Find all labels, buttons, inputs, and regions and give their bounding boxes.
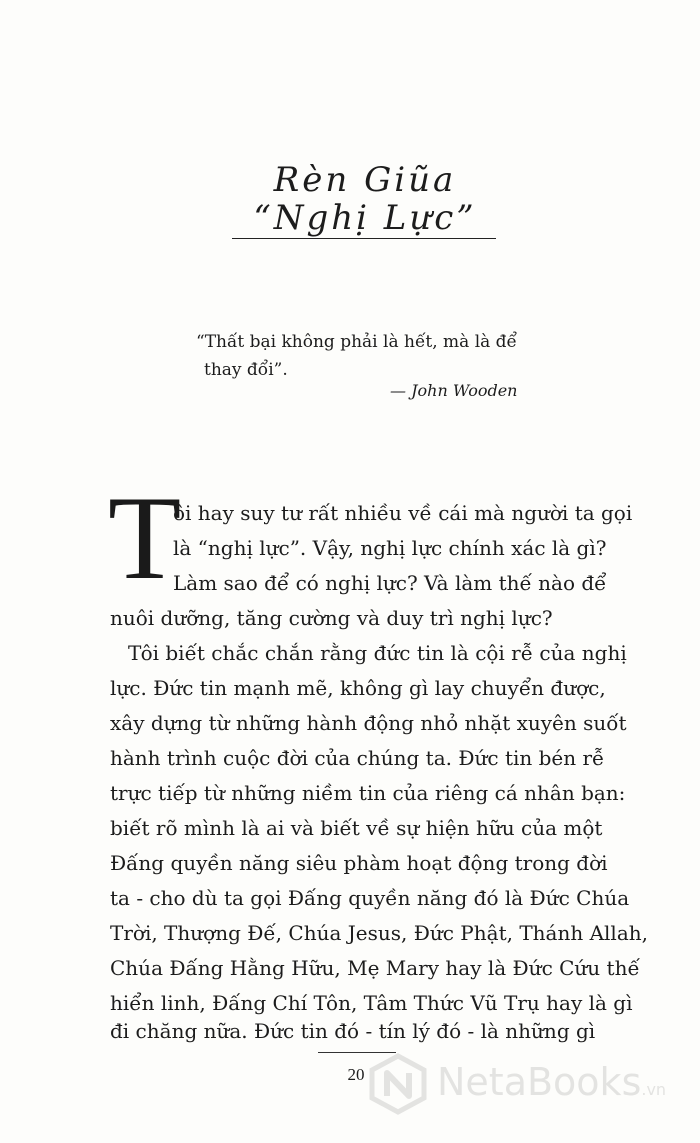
body-line: hành trình cuộc đời của chúng ta. Đức tin bén rễ (110, 746, 605, 770)
body-line: biết rõ mình là ai và biết về sự hiện hữu của một (110, 816, 603, 840)
body-line: hiển linh, Đấng Chí Tôn, Tâm Thức Vũ Trụ hay là gì (110, 991, 633, 1015)
epigraph-line-2: thay đổi”. (204, 360, 288, 380)
epigraph-attribution: — John Wooden (390, 381, 518, 400)
drop-cap: T (108, 471, 182, 604)
watermark-text (437, 1060, 666, 1104)
footer-divider (318, 1052, 396, 1053)
body-line: ta - cho dù ta gọi Đấng quyền năng đó là Đức Chúa (110, 886, 630, 910)
page-number: 20 (347, 1065, 365, 1084)
chapter-title-line-2: “Nghị Lực” (253, 198, 477, 238)
chapter-title-line-1: Rèn Giũa (273, 160, 457, 200)
body-line: Làm sao để có nghị lực? Và làm thế nào để (173, 571, 607, 595)
watermark-brand: NetaBooks (437, 1060, 642, 1104)
body-line: Tôi biết chắc chắn rằng đức tin là cội rễ của nghị (128, 641, 627, 665)
title-divider (232, 238, 496, 239)
body-line: nuôi dưỡng, tăng cường và duy trì nghị lực? (110, 606, 553, 630)
body-line: ôi hay suy tư rất nhiều về cái mà người ta gọi (173, 501, 633, 525)
body-line: Đấng quyền năng siêu phàm hoạt động trong đời (110, 851, 608, 875)
body-line: là “nghị lực”. Vậy, nghị lực chính xác là gì? (173, 536, 607, 560)
watermark-suffix: .vn (641, 1080, 667, 1099)
body-line: đi chăng nữa. Đức tin đó - tín lý đó - là những gì (110, 1019, 596, 1043)
body-line: trực tiếp từ những niềm tin của riêng cá nhân bạn: (110, 781, 626, 805)
netabooks-watermark (367, 1053, 697, 1123)
body-line: Trời, Thượng Đế, Chúa Jesus, Đức Phật, Thánh Allah, (110, 921, 648, 945)
epigraph-line-1: “Thất bại không phải là hết, mà là để (196, 332, 518, 352)
body-line: lực. Đức tin mạnh mẽ, không gì lay chuyển được, (110, 676, 606, 700)
body-line: Chúa Đấng Hằng Hữu, Mẹ Mary hay là Đức Cứu thế (110, 956, 640, 980)
epigraph-quote (196, 328, 556, 384)
body-line: xây dựng từ những hành động nhỏ nhặt xuyên suốt (110, 711, 627, 735)
